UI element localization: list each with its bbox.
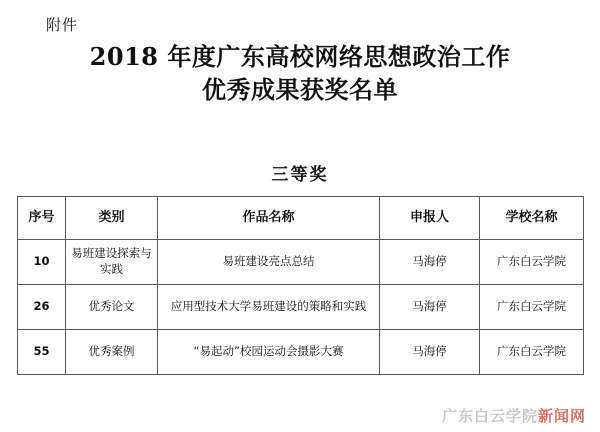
cell-category: 优秀案例 xyxy=(66,330,158,375)
page-title xyxy=(60,40,540,106)
cell-seq: 26 xyxy=(18,285,66,330)
cell-school: 广东白云学院 xyxy=(480,330,584,375)
column-header-seq: 序号 xyxy=(18,197,66,240)
column-header-school: 学校名称 xyxy=(480,197,584,240)
award-table xyxy=(17,196,584,375)
cell-work-name: “易起动”校园运动会摄影大赛 xyxy=(158,330,380,375)
watermark-suffix: 新闻网 xyxy=(537,407,586,425)
page-title-line-2: 优秀成果获奖名单 xyxy=(202,75,398,105)
watermark xyxy=(442,405,586,426)
column-header-work-name: 作品名称 xyxy=(158,197,380,240)
column-header-applicant: 申报人 xyxy=(380,197,480,240)
column-header-category: 类别 xyxy=(66,197,158,240)
table-header-row xyxy=(18,197,584,240)
table-row xyxy=(18,240,584,285)
cell-category: 优秀论文 xyxy=(66,285,158,330)
cell-seq: 10 xyxy=(18,240,66,285)
attachment-label: 附件 xyxy=(46,16,79,34)
watermark-site-name: 广东白云学院 xyxy=(441,407,538,425)
table-row xyxy=(18,285,584,330)
cell-applicant: 马海停 xyxy=(380,240,480,285)
cell-applicant: 马海停 xyxy=(380,330,480,375)
cell-seq: 55 xyxy=(18,330,66,375)
cell-work-name: 易班建设亮点总结 xyxy=(158,240,380,285)
cell-applicant: 马海停 xyxy=(380,285,480,330)
cell-category: 易班建设探索与实践 xyxy=(66,240,158,285)
cell-school: 广东白云学院 xyxy=(480,240,584,285)
table-row xyxy=(18,330,584,375)
page-title-line-1: 2018 年度广东高校网络思想政治工作 xyxy=(89,42,511,71)
award-level-heading: 三等奖 xyxy=(271,165,329,185)
cell-school: 广东白云学院 xyxy=(480,285,584,330)
cell-work-name: 应用型技术大学易班建设的策略和实践 xyxy=(158,285,380,330)
